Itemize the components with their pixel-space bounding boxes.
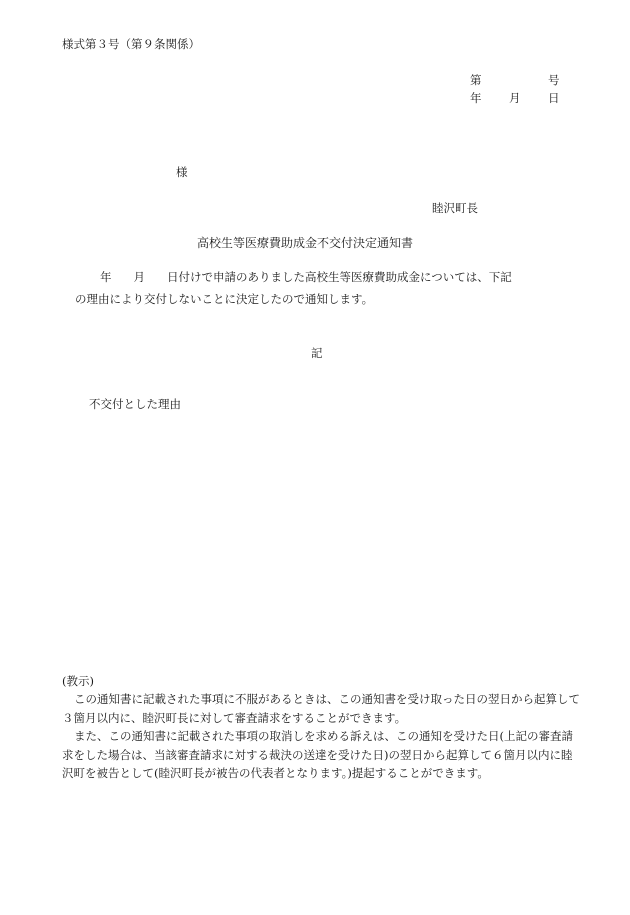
- ki-heading: 記: [311, 346, 323, 360]
- document-title: 高校生等医療費助成金不交付決定通知書: [197, 236, 414, 250]
- kyoji-paragraph-1: この通知書に記載された事項に不服があるときは、この通知書を受け取った日の翌日から起算して３箇月以内に、睦沢町長に対して審査請求をすることができます。: [62, 692, 580, 725]
- date-month-label: 月: [509, 91, 521, 105]
- body-month-label: 月: [133, 270, 145, 284]
- date-day-label: 日: [548, 91, 560, 105]
- issuer-name: 睦沢町長: [432, 201, 478, 215]
- reason-label: 不交付とした理由: [89, 397, 181, 411]
- body-line-2: の理由により交付しないことに決定したので通知します。: [75, 292, 374, 306]
- document-number-unit: 号: [548, 73, 560, 87]
- document-number-label: 第: [470, 73, 482, 87]
- addressee-honorific: 様: [176, 165, 188, 179]
- body-text-1: 日付けで申請のありました高校生等医療費助成金については、下記: [167, 270, 512, 284]
- form-number: 様式第３号（第９条関係）: [62, 37, 200, 51]
- date-year-label: 年: [470, 91, 482, 105]
- kyoji-section: [62, 690, 582, 783]
- body-year-label: 年: [100, 270, 112, 284]
- kyoji-paragraph-2: また、この通知書に記載された事項の取消しを求める訴えは、この通知を受けた日(上記の審査請求をした場合は、当該審査請求に対する裁決の送達を受けた日)の翌日から起算して６箇月以内に睦沢町を被告として(睦沢町長が被告の代表者となります。)提起することができます。: [62, 729, 573, 780]
- kyoji-heading: (教示): [62, 674, 94, 688]
- body-line-1: [100, 269, 512, 285]
